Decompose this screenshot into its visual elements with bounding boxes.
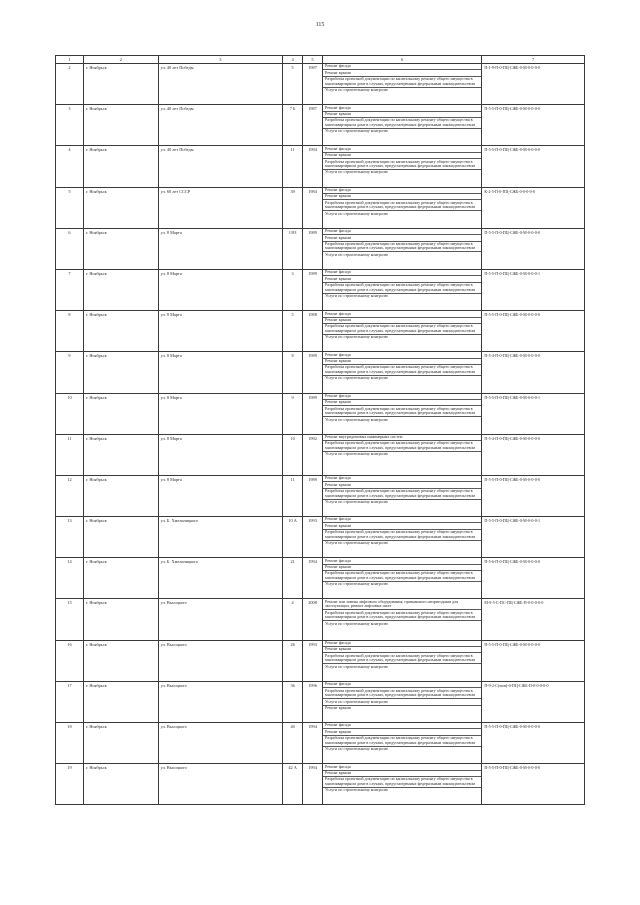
works-cell <box>323 682 482 722</box>
house-number-cell: 8 <box>283 352 303 392</box>
works-cell <box>323 64 482 104</box>
city-cell: г. Ноябрьск <box>84 64 159 104</box>
works-cell <box>323 352 482 392</box>
work-item: Ремонт крыши <box>323 400 481 406</box>
work-item: Разработка проектной документации по капитальному ремонту общего имущества в многоквартирном доме в случаях, предусмотренных федеральным законодательством <box>323 118 481 129</box>
table-row <box>56 310 584 351</box>
year-cell: 1989 <box>303 270 323 310</box>
header-cell: 6 <box>323 56 482 63</box>
work-item: Разработка проектной документации по капитальному ремонту общего имущества в многоквартирном доме в случаях, предусмотренных федеральным законодательством <box>323 77 481 88</box>
year-cell: 2008 <box>303 599 323 639</box>
work-item: Ремонт фасада <box>323 641 481 647</box>
work-item: Ремонт крыши <box>323 194 481 200</box>
work-item: Ремонт фасада <box>323 723 481 729</box>
row-number-cell: 13 <box>56 517 84 557</box>
building-code-cell: П-5-5-П-0-ПЦ-СЖБ-0-М-0-0-0-0 <box>484 641 541 647</box>
works-cell <box>323 476 482 516</box>
city-cell: г. Ноябрьск <box>84 188 159 228</box>
house-number-cell: 10 <box>283 435 303 475</box>
work-item: Разработка проектной документации по капитальному ремонту общего имущества в многоквартирном доме в случаях, предусмотренных федеральным законодательством <box>323 736 481 747</box>
city-cell: г. Ноябрьск <box>84 764 159 804</box>
work-item: Разработка проектной документации по капитальному ремонту общего имущества в многоквартирном доме в случаях, предусмотренных федеральным законодательством <box>323 688 481 699</box>
city-cell: г. Ноябрьск <box>84 723 159 763</box>
house-number-cell: 26 <box>283 641 303 681</box>
row-number-cell: 3 <box>56 105 84 145</box>
house-number-cell: 11 <box>283 146 303 186</box>
table-row <box>56 434 584 475</box>
city-cell: г. Ноябрьск <box>84 599 159 639</box>
work-item: Услуги по строительному контролю <box>325 375 388 381</box>
work-item: Ремонт фасада <box>323 311 481 317</box>
year-cell: 1989 <box>303 229 323 269</box>
street-cell: ул. 8 Марта <box>159 435 284 475</box>
city-cell: г. Ноябрьск <box>84 394 159 434</box>
table-row <box>56 145 584 186</box>
work-item: Услуги по строительному контролю <box>325 210 388 216</box>
works-cell <box>323 517 482 557</box>
work-item: Ремонт крыши <box>325 704 351 710</box>
work-item: Ремонт фасада <box>323 352 481 358</box>
work-item: Ремонт фасада <box>323 270 481 276</box>
work-item: Разработка проектной документации по капитальному ремонту общего имущества в многоквартирном доме в случаях, предусмотренных федеральным законодательством <box>323 406 481 417</box>
work-item: Услуги по строительному контролю <box>325 620 388 626</box>
year-cell: 1989 <box>303 352 323 392</box>
work-item: Ремонт крыши <box>323 359 481 365</box>
row-number-cell: 19 <box>56 764 84 804</box>
city-cell: г. Ноябрьск <box>84 352 159 392</box>
work-item: Услуги по строительному контролю <box>325 540 388 546</box>
table-row <box>56 557 584 598</box>
house-number-cell: 3 <box>283 270 303 310</box>
year-cell: 1984 <box>303 188 323 228</box>
work-item: Услуги по строительному контролю <box>325 581 388 587</box>
work-item: Ремонт фасада <box>323 229 481 235</box>
year-cell: 1992 <box>303 435 323 475</box>
building-code-cell: П-5-5-П-0-ПЦ-СЖБ-0-М-0-0-0-0 <box>484 147 541 153</box>
work-item: Услуги по строительному контролю <box>325 293 388 299</box>
table-row <box>56 722 584 763</box>
works-cell <box>323 188 482 228</box>
street-cell: ул. Высоцкого <box>159 599 284 639</box>
works-cell <box>323 311 482 351</box>
capital-repair-table <box>55 55 585 805</box>
work-item: Услуги по строительному контролю <box>325 251 388 257</box>
building-code-cell: П-5-5-П-0-ПЦ-СЖБ-0-М-0-0-0-1 <box>484 394 541 400</box>
works-cell <box>323 599 482 639</box>
work-item: Услуги по строительному контролю <box>325 416 388 422</box>
building-code-cell: П-5-5-П-0-ПЦ-СЖБ-0-М-0-0-0-1 <box>484 518 541 524</box>
work-item: Разработка проектной документации по капитальному ремонту общего имущества в многоквартирном доме в случаях, предусмотренных федеральным законодательством <box>323 777 481 788</box>
street-cell: ул. 40 лет Победы <box>159 105 284 145</box>
row-number-cell: 6 <box>56 229 84 269</box>
work-item: Услуги по строительному контролю <box>325 663 388 669</box>
work-item: Услуги по строительному контролю <box>325 498 388 504</box>
building-code-cell: П-5-6-П-0-ПЦ-СЖБ-0-М-0-0-0-0 <box>484 559 541 565</box>
year-cell: 1993 <box>303 517 323 557</box>
building-code-cell: П-1-9-П-0-ПЦ-СЖБ-0-М-0-0-0-0 <box>484 65 541 70</box>
work-item: Разработка проектной документации по капитальному ремонту общего имущества в многоквартирном доме в случаях, предусмотренных федеральным законодательством <box>323 159 481 170</box>
city-cell: г. Ноябрьск <box>84 476 159 516</box>
works-cell <box>323 558 482 598</box>
street-cell: ул. 8 Марта <box>159 476 284 516</box>
year-cell: 1994 <box>303 723 323 763</box>
house-number-cell: 5 <box>283 64 303 104</box>
street-cell: ул. Высоцкого <box>159 641 284 681</box>
work-item: Ремонт фасада <box>323 558 481 564</box>
city-cell: г. Ноябрьск <box>84 641 159 681</box>
work-item: Разработка проектной документации по капитальному ремонту общего имущества в многоквартирном доме в случаях, предусмотренных федеральным законодательством <box>323 530 481 541</box>
work-item: Разработка проектной документации по капитальному ремонту общего имущества в многоквартирном доме в случаях, предусмотренных федеральным законодательством <box>323 365 481 376</box>
row-number-cell: 2 <box>56 64 84 104</box>
city-cell: г. Ноябрьск <box>84 105 159 145</box>
row-number-cell: 14 <box>56 558 84 598</box>
building-code-cell: М-9-5-С-ПС-ПЦ-СЖБ-П-0-0-0-0-0 <box>484 600 544 606</box>
work-item: Ремонт фасада <box>323 394 481 400</box>
works-cell <box>323 394 482 434</box>
page-number: 115 <box>315 22 325 28</box>
street-cell: ул. Высоцкого <box>159 764 284 804</box>
table-row <box>56 516 584 557</box>
work-item: Ремонт фасада <box>323 105 481 111</box>
work-item: Ремонт крыши <box>323 153 481 159</box>
work-item: Ремонт крыши <box>323 647 481 653</box>
street-cell: ул. Высоцкого <box>159 682 284 722</box>
work-item: Услуги по строительному контролю <box>325 787 388 793</box>
work-item: Разработка проектной документации по капитальному ремонту общего имущества в многоквартирном доме в случаях, предусмотренных федеральным законодательством <box>323 441 481 452</box>
table-row <box>56 475 584 516</box>
work-item: Ремонт внутридомовых инженерных систем <box>323 435 481 441</box>
house-number-cell: 1/83 <box>283 229 303 269</box>
street-cell: ул. Б. Хмельницкого <box>159 517 284 557</box>
year-cell: 1994 <box>303 146 323 186</box>
header-cell: 1 <box>56 56 84 63</box>
street-cell: ул. 40 лет Победы <box>159 64 284 104</box>
work-item: Разработка проектной документации по капитальному ремонту общего имущества в многоквартирном доме в случаях, предусмотренных федеральным законодательством <box>323 200 481 211</box>
work-item: Услуги по строительному контролю <box>325 746 388 752</box>
work-item: Разработка проектной документации по капитальному ремонту общего имущества в многоквартирном доме в случаях, предусмотренных федеральным законодательством <box>323 571 481 582</box>
year-cell: 1989 <box>303 394 323 434</box>
table-row <box>56 63 584 104</box>
works-cell <box>323 641 482 681</box>
table-row <box>56 187 584 228</box>
city-cell: г. Ноябрьск <box>84 311 159 351</box>
row-number-cell: 10 <box>56 394 84 434</box>
header-cell: 4 <box>283 56 303 63</box>
table-row <box>56 681 584 722</box>
year-cell: 1993 <box>303 641 323 681</box>
house-number-cell: 39 <box>283 188 303 228</box>
row-number-cell: 18 <box>56 723 84 763</box>
house-number-cell: 5 <box>283 311 303 351</box>
work-item: Ремонт крыши <box>323 235 481 241</box>
year-cell: 1987 <box>303 64 323 104</box>
table-row <box>56 228 584 269</box>
row-number-cell: 8 <box>56 311 84 351</box>
table-row <box>56 269 584 310</box>
table-row <box>56 104 584 145</box>
work-item: Ремонт крыши <box>323 565 481 571</box>
building-code-cell: П-5-5-П-0-ПЦ-СЖБ-0-М-0-0-0-0 <box>484 476 541 482</box>
building-code-cell: П-5-5-П-0-ПЦ-СЖБ-0-М-0-0-0-0 <box>484 106 541 112</box>
building-code-cell: П-5-5-П-0-ПЦ-СЖБ-0-М-0-0-0-1 <box>484 270 541 276</box>
row-number-cell: 11 <box>56 435 84 475</box>
street-cell: ул. 8 Марта <box>159 270 284 310</box>
city-cell: г. Ноябрьск <box>84 435 159 475</box>
row-number-cell: 5 <box>56 188 84 228</box>
work-item: Услуги по строительному контролю <box>325 87 388 93</box>
work-item: Ремонт крыши <box>323 276 481 282</box>
year-cell: 1996 <box>303 682 323 722</box>
building-code-cell: К-2-5-П-0-ПЦ-СЖБ-0-0-0-0-0 <box>484 188 535 194</box>
house-number-cell: 4 <box>283 599 303 639</box>
year-cell: 1994 <box>303 558 323 598</box>
work-item: Ремонт крыши <box>323 112 481 118</box>
work-item: Ремонт фасада <box>323 64 481 70</box>
work-item: Услуги по строительному контролю <box>325 334 388 340</box>
street-cell: ул. 40 лет Победы <box>159 146 284 186</box>
house-number-cell: 7 Б <box>283 105 303 145</box>
header-cell: 7 <box>532 57 535 62</box>
work-item: Услуги по строительному контролю <box>325 451 388 457</box>
year-cell: 1989 <box>303 476 323 516</box>
works-cell <box>323 435 482 475</box>
work-item: Ремонт фасада <box>323 517 481 523</box>
work-item: Разработка проектной документации по капитальному ремонту общего имущества в многоквартирном доме в случаях, предусмотренных федеральным законодательством <box>323 489 481 500</box>
building-code-cell: П-9-2-С(мон)-0-ПЦ-СЖБ-П-0-0-0-0-0 <box>484 682 549 688</box>
street-cell: ул. 8 Марта <box>159 311 284 351</box>
row-number-cell: 17 <box>56 682 84 722</box>
works-cell <box>323 146 482 186</box>
house-number-cell: 40 <box>283 723 303 763</box>
street-cell: ул. 60 лет СССР <box>159 188 284 228</box>
house-number-cell: 10 А <box>283 517 303 557</box>
table-row <box>56 640 584 681</box>
work-item: Ремонт или замена лифтового оборудования, признанного непригодным для эксплуатации, ремонт лифтовых шахт <box>323 599 481 610</box>
building-code-cell: П-5-4-П-0-ПЦ-СЖБ-0-М-0-0-0-0 <box>484 435 541 441</box>
building-code-cell: П-5-5-П-0-ПЦ-СЖБ-0-М-0-0-0-0 <box>484 229 541 235</box>
house-number-cell: 11 <box>283 476 303 516</box>
work-item: Ремонт крыши <box>323 771 481 777</box>
work-item: Разработка проектной документации по капитальному ремонту общего имущества в многоквартирном доме в случаях, предусмотренных федеральным законодательством <box>323 283 481 294</box>
city-cell: г. Ноябрьск <box>84 146 159 186</box>
work-item: Ремонт крыши <box>323 729 481 735</box>
works-cell <box>323 270 482 310</box>
table-row <box>56 351 584 392</box>
work-item: Услуги по строительному контролю <box>325 128 388 134</box>
building-code-cell: П-5-5-П-0-ПЦ-СЖБ-0-М-0-0-0-0 <box>484 765 541 771</box>
city-cell: г. Ноябрьск <box>84 517 159 557</box>
row-number-cell: 15 <box>56 599 84 639</box>
table-body <box>55 63 585 805</box>
house-number-cell: 21 <box>283 558 303 598</box>
works-cell <box>323 229 482 269</box>
city-cell: г. Ноябрьск <box>84 682 159 722</box>
work-item: Разработка проектной документации по капитальному ремонту общего имущества в многоквартирном доме в случаях, предусмотренных федеральным законодательством <box>323 242 481 253</box>
work-item: Разработка проектной документации по капитальному ремонту общего имущества в многоквартирном доме в случаях, предусмотренных федеральным законодательством <box>323 610 481 621</box>
street-cell: ул. Б. Хмельницкого <box>159 558 284 598</box>
row-number-cell: 4 <box>56 146 84 186</box>
year-cell: 1994 <box>303 764 323 804</box>
work-item: Услуги по строительному контролю <box>325 169 388 175</box>
works-cell <box>323 105 482 145</box>
work-item: Разработка проектной документации по капитальному ремонту общего имущества в многоквартирном доме в случаях, предусмотренных федеральным законодательством <box>323 653 481 664</box>
house-number-cell: 42 А <box>283 764 303 804</box>
work-item: Ремонт крыши <box>323 523 481 529</box>
work-item: Ремонт крыши <box>323 482 481 488</box>
row-number-cell: 7 <box>56 270 84 310</box>
work-item: Разработка проектной документации по капитальному ремонту общего имущества в многоквартирном доме в случаях, предусмотренных федеральным законодательством <box>323 324 481 335</box>
work-item: Ремонт крыши <box>323 70 481 76</box>
work-item: Ремонт фасада <box>323 682 481 688</box>
work-item: Ремонт фасада <box>323 476 481 482</box>
row-number-cell: 12 <box>56 476 84 516</box>
works-cell <box>323 764 482 804</box>
works-cell <box>323 723 482 763</box>
building-code-cell: П-5-5-П-0-ПЦ-СЖБ-0-М-0-0-0-0 <box>484 312 541 318</box>
table-row <box>56 393 584 434</box>
header-cell: 3 <box>159 56 284 63</box>
city-cell: г. Ноябрьск <box>84 229 159 269</box>
work-item: Ремонт крыши <box>323 318 481 324</box>
work-item: Ремонт фасада <box>323 146 481 152</box>
table-row <box>56 763 584 804</box>
column-number-header <box>55 55 585 63</box>
header-cell: 5 <box>303 56 323 63</box>
street-cell: ул. Высоцкого <box>159 723 284 763</box>
work-item: Ремонт фасада <box>323 764 481 770</box>
building-code-cell: П-5-5-П-0-ПЦ-СЖБ-0-М-0-0-0-0 <box>484 724 541 729</box>
city-cell: г. Ноябрьск <box>84 558 159 598</box>
building-code-cell: П-5-4-П-0-ПЦ-СЖБ-0-М-0-0-0-0 <box>484 353 541 359</box>
year-cell: 1987 <box>303 105 323 145</box>
street-cell: ул. 8 Марта <box>159 229 284 269</box>
year-cell: 1988 <box>303 311 323 351</box>
street-cell: ул. 8 Марта <box>159 394 284 434</box>
header-cell: 2 <box>84 56 159 63</box>
row-number-cell: 16 <box>56 641 84 681</box>
work-item: Ремонт фасада <box>323 188 481 194</box>
row-number-cell: 9 <box>56 352 84 392</box>
house-number-cell: 36 <box>283 682 303 722</box>
city-cell: г. Ноябрьск <box>84 270 159 310</box>
street-cell: ул. 8 Марта <box>159 352 284 392</box>
work-item: Услуги по строительному контролю <box>323 699 481 705</box>
table-row <box>56 598 584 639</box>
house-number-cell: 9 <box>283 394 303 434</box>
